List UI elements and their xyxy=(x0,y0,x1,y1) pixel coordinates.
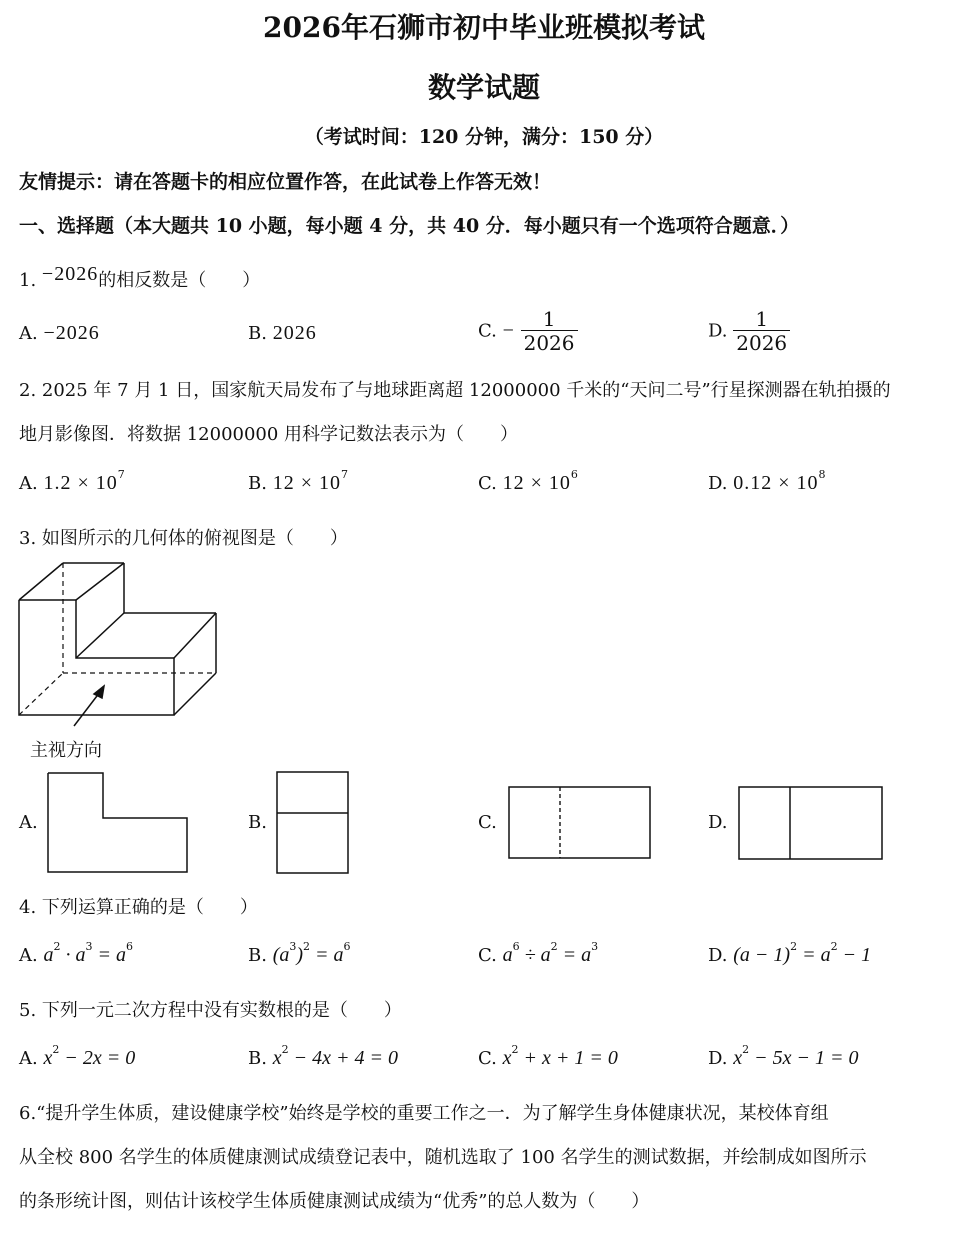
section-heading: 一、选择题（本大题共 10 小题，每小题 4 分，共 40 分．每小题只有一个选项符合题意．） xyxy=(19,215,800,237)
expr-part: − 2x = 0 xyxy=(59,1047,136,1069)
q4-option-d[interactable] xyxy=(708,940,872,967)
q1-option-c[interactable] xyxy=(478,308,578,355)
expr-part: = a xyxy=(797,944,831,966)
fraction-numerator: 1 xyxy=(542,307,556,331)
expr-exponent: 6 xyxy=(343,940,351,953)
fraction-numerator: 1 xyxy=(755,307,769,331)
q1-option-b[interactable] xyxy=(248,322,317,345)
option-base: 0.12 × 10 xyxy=(733,472,819,494)
option-base: 1.2 × 10 xyxy=(43,472,118,494)
expr-part: x xyxy=(43,1047,53,1069)
expr-part: = a xyxy=(92,944,126,966)
expr-exponent: 2 xyxy=(281,1043,289,1056)
q1-expression: −2026 xyxy=(41,263,99,285)
option-exponent: 7 xyxy=(340,468,348,481)
option-label: A. xyxy=(19,473,38,494)
option-label: A. xyxy=(19,323,38,344)
option-label: D. xyxy=(708,473,728,494)
q5-option-c[interactable] xyxy=(478,1043,618,1070)
expr-exponent: 6 xyxy=(125,940,133,953)
question-2-line-2: 地月影像图．将数据 12000000 用科学记数法表示为（ ） xyxy=(19,424,519,445)
q3-option-d-figure[interactable] xyxy=(736,785,886,863)
question-2-line-1: 2. 2025 年 7 月 1 日，国家航天局发布了与地球距离超 12000000 千米的“天问二号”行星探测器在轨拍摄的 xyxy=(19,380,891,401)
subject-title: 数学试题 xyxy=(427,71,540,104)
expr-exponent: 2 xyxy=(790,940,798,953)
option-fraction xyxy=(733,308,790,355)
expr-exponent: 2 xyxy=(303,940,311,953)
expr-part: x xyxy=(272,1047,282,1069)
expr-exponent: 3 xyxy=(85,940,93,953)
q5-option-d[interactable] xyxy=(708,1043,859,1070)
question-4: 4. 下列运算正确的是（ ） xyxy=(19,897,258,918)
q2-option-a[interactable] xyxy=(19,468,125,495)
fraction-denominator: 2026 xyxy=(733,330,790,355)
expr-exponent: 2 xyxy=(830,940,838,953)
option-label: B. xyxy=(248,473,267,494)
question-6-line-2: 从全校 800 名学生的体质健康测试成绩登记表中，随机选取了 100 名学生的测试数据，并绘制成如图所示 xyxy=(19,1147,867,1168)
question-6-line-1: 6.“提升学生体质，建设健康学校”始终是学校的重要工作之一．为了解学生身体健康状况，某校体育组 xyxy=(19,1103,829,1124)
expr-part: − 5x − 1 = 0 xyxy=(749,1047,859,1069)
expr-exponent: 2 xyxy=(52,1043,60,1056)
option-label: D. xyxy=(708,945,728,966)
geometry-solid-figure xyxy=(14,558,224,728)
q1-number: 1. xyxy=(19,270,37,291)
expr-part: a xyxy=(43,944,54,966)
question-1 xyxy=(19,263,261,292)
expr-exponent: 3 xyxy=(591,940,599,953)
option-exponent: 6 xyxy=(570,468,578,481)
expr-part: (a − 1) xyxy=(733,944,791,966)
expr-exponent: 2 xyxy=(511,1043,519,1056)
q3-option-a-label[interactable]: A. xyxy=(19,812,38,833)
option-label: C. xyxy=(478,320,497,342)
view-direction-label: 主视方向 xyxy=(30,740,102,761)
q3-option-a-figure[interactable] xyxy=(45,770,191,876)
q2-option-c[interactable] xyxy=(478,468,578,495)
option-fraction xyxy=(521,308,578,355)
question-3: 3. 如图所示的几何体的俯视图是（ ） xyxy=(19,528,348,549)
exam-info: （考试时间：120 分钟，满分：150 分） xyxy=(304,126,664,148)
option-label: B. xyxy=(248,1048,267,1069)
exam-tip: 友情提示：请在答题卡的相应位置作答，在此试卷上作答无效！ xyxy=(19,171,552,193)
expr-exponent: 2 xyxy=(550,940,558,953)
q4-option-a[interactable] xyxy=(19,940,133,967)
option-base: 12 × 10 xyxy=(272,472,341,494)
expr-part: = a xyxy=(310,944,344,966)
option-label: A. xyxy=(19,1048,38,1069)
expr-exponent: 6 xyxy=(512,940,520,953)
q3-option-c-label[interactable]: C. xyxy=(478,812,497,833)
q2-option-b[interactable] xyxy=(248,468,348,495)
q3-option-b-label[interactable]: B. xyxy=(248,812,267,833)
q3-option-b-figure[interactable] xyxy=(274,770,352,876)
option-exponent: 8 xyxy=(818,468,826,481)
question-5: 5. 下列一元二次方程中没有实数根的是（ ） xyxy=(19,1000,402,1021)
question-6-line-3: 的条形统计图，则估计该校学生体质健康测试成绩为“优秀”的总人数为（ ） xyxy=(19,1191,650,1212)
expr-part: = a xyxy=(557,944,592,966)
option-label: B. xyxy=(248,945,267,966)
option-label: D. xyxy=(708,320,728,342)
expr-part: · a xyxy=(60,944,86,966)
q3-option-c-figure[interactable] xyxy=(506,785,654,861)
expr-part: − 1 xyxy=(837,944,872,966)
expr-part: ) xyxy=(296,944,304,966)
option-value: −2026 xyxy=(43,322,100,344)
expr-exponent: 3 xyxy=(289,940,297,953)
expr-part: ÷ a xyxy=(519,944,551,966)
option-base: 12 × 10 xyxy=(502,472,571,494)
option-label: A. xyxy=(19,945,38,966)
q3-option-d-label[interactable]: D. xyxy=(708,812,728,833)
option-value: 2026 xyxy=(272,322,317,344)
option-label: C. xyxy=(478,473,497,494)
option-sign: − xyxy=(502,319,515,342)
expr-part: (a xyxy=(272,944,290,966)
q2-option-d[interactable] xyxy=(708,468,826,495)
expr-part: x xyxy=(502,1047,512,1069)
q1-text: 的相反数是（ ） xyxy=(98,270,261,291)
fraction-denominator: 2026 xyxy=(521,330,578,355)
expr-part: − 4x + 4 = 0 xyxy=(288,1047,398,1069)
option-label: C. xyxy=(478,1048,497,1069)
expr-exponent: 2 xyxy=(53,940,61,953)
q4-option-b[interactable] xyxy=(248,940,351,967)
option-label: C. xyxy=(478,945,497,966)
q1-option-a[interactable] xyxy=(19,322,100,345)
expr-part: x xyxy=(733,1047,743,1069)
expr-part: + x + 1 = 0 xyxy=(518,1047,618,1069)
exam-title: 2026年石狮市初中毕业班模拟考试 xyxy=(263,11,705,44)
expr-exponent: 2 xyxy=(742,1043,750,1056)
option-label: D. xyxy=(708,1048,728,1069)
q1-option-d[interactable] xyxy=(708,308,790,355)
q5-option-a[interactable] xyxy=(19,1043,136,1070)
q4-option-c[interactable] xyxy=(478,940,599,967)
q5-option-b[interactable] xyxy=(248,1043,398,1070)
expr-part: a xyxy=(502,944,513,966)
option-exponent: 7 xyxy=(117,468,125,481)
option-label: B. xyxy=(248,323,267,344)
